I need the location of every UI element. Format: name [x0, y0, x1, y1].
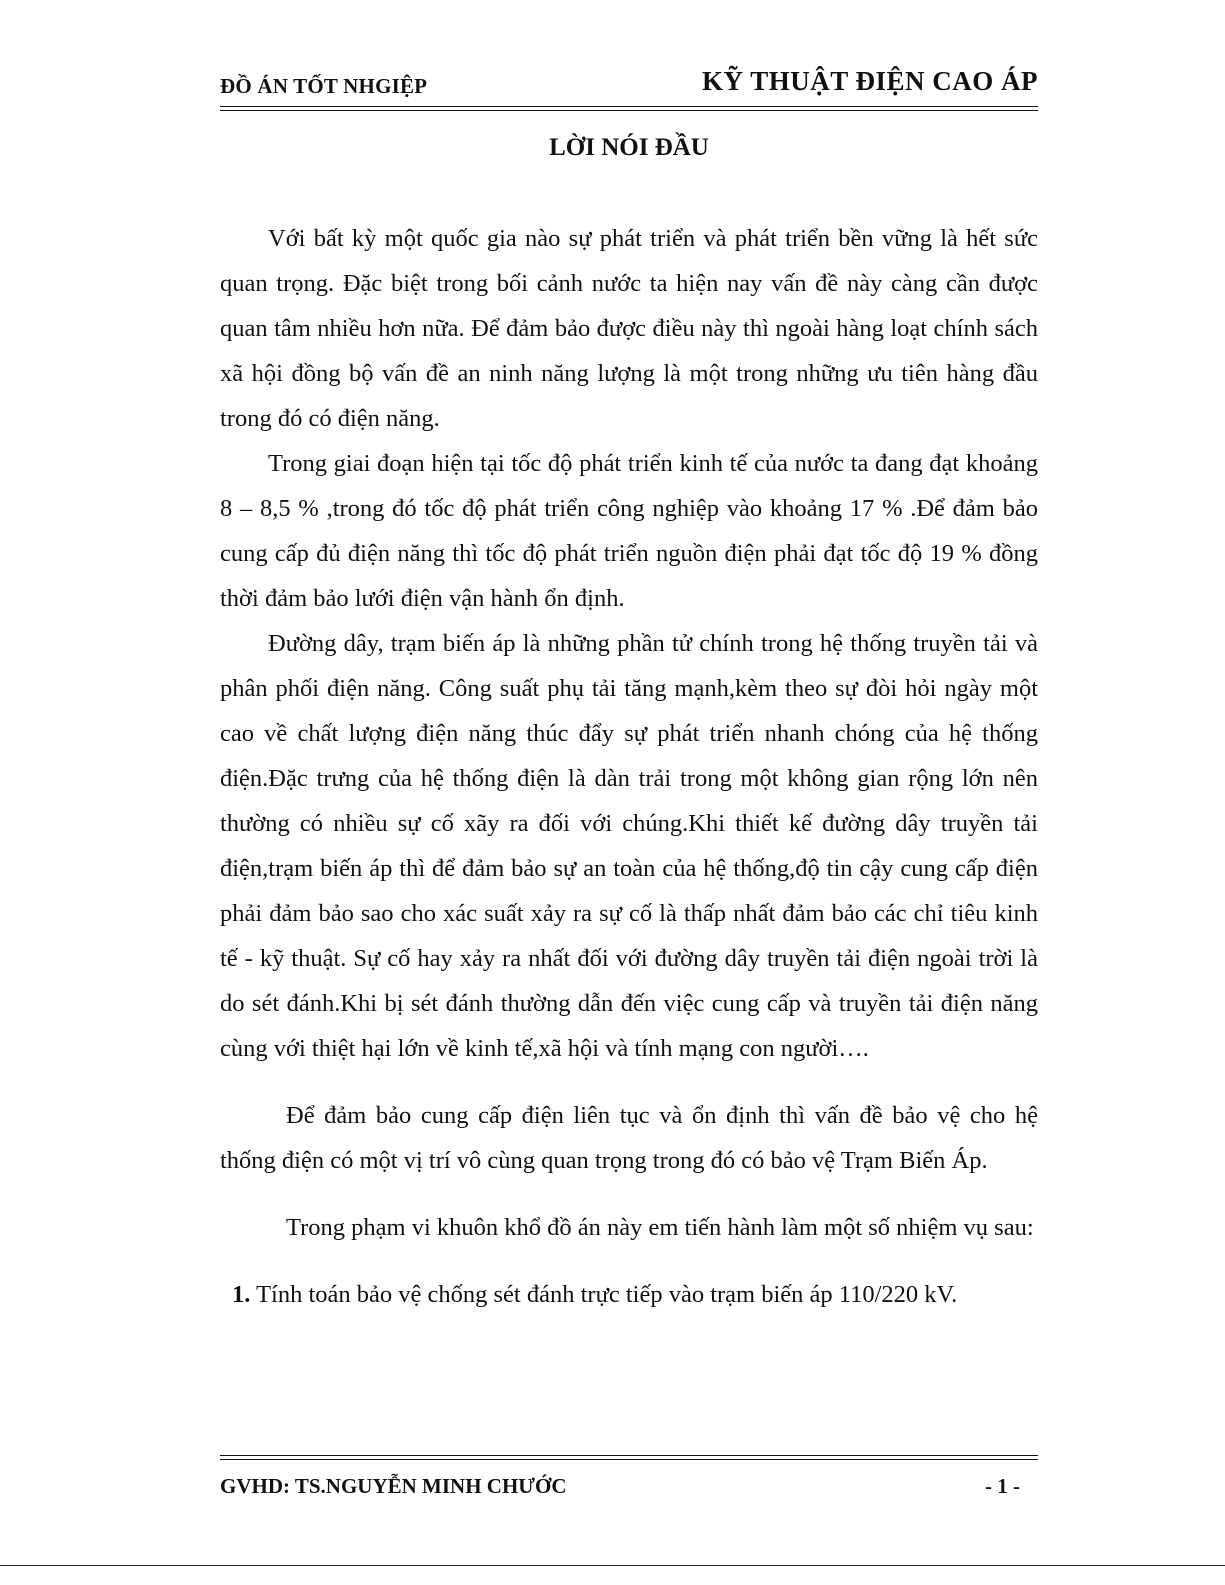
header-left-title: ĐỒ ÁN TỐT NHGIỆP	[220, 74, 428, 98]
header-right-title: KỸ THUẬT ĐIỆN CAO ÁP	[701, 66, 1038, 96]
paragraph: Với bất kỳ một quốc gia nào sự phát triển và phát triển bền vững là hết sức quan trọng. Đặc biệt trong bối cảnh nước ta hiện nay vấn đề này càng cần được quan tâm nhiều hơn nữa. Để đảm bảo được điều này thì ngoài hàng loạt chính sách xã hội đồng bộ vấn đề an ninh năng lượng là một trong những ưu tiên hàng đầu trong đó có điện năng.	[220, 225, 1038, 432]
document-body	[220, 216, 1038, 1317]
page-header	[220, 66, 1038, 102]
paragraph: Để đảm bảo cung cấp điện liên tục và ổn định thì vấn đề bảo vệ cho hệ thống điện có một vị trí vô cùng quan trọng trong đó có bảo vệ Trạm Biến Áp.	[220, 1102, 1038, 1174]
page-number: - 1 -	[985, 1474, 1020, 1498]
header-divider	[220, 106, 1038, 111]
page-edge-line	[0, 1565, 1225, 1566]
list-item: 1. Tính toán bảo vệ chống sét đánh trực tiếp vào trạm biến áp 110/220 kV.	[232, 1281, 958, 1308]
footer-supervisor: GVHD: TS.NGUYỄN MINH CHƯỚC	[220, 1474, 567, 1498]
list-item-text: Tính toán bảo vệ chống sét đánh trực tiếp vào trạm biến áp 110/220 kV.	[256, 1281, 958, 1308]
page-footer	[220, 1474, 1038, 1504]
list-item-number: 1	[232, 1281, 245, 1308]
paragraph: Đường dây, trạm biến áp là những phần tử chính trong hệ thống truyền tải và phân phối điện năng. Công suất phụ tải tăng mạnh,kèm theo sự đòi hỏi ngày một cao về chất lượng điện năng thúc đẩy sự phát triển nhanh chóng của hệ thống điện.Đặc trưng của hệ thống điện là dàn trải trong một không gian rộng lớn nên thường có nhiều sự cố xãy ra đối với chúng.Khi thiết kế đường dây truyền tải điện,trạm biến áp thì để đảm bảo sự an toàn của hệ thống,độ tin cậy cung cấp điện phải đảm bảo sao cho xác suất xảy ra sự cố là thấp nhất đảm bảo các chỉ tiêu kinh tế - kỹ thuật. Sự cố hay xảy ra nhất đối với đường dây truyền tải điện ngoài trời là do sét đánh.Khi bị sét đánh thường dẫn đến việc cung cấp và truyền tải điện năng cùng với thiệt hại lớn về kinh tế,xã hội và tính mạng con người….	[220, 630, 1038, 1062]
page-title: LỜI NÓI ĐẦU	[549, 134, 709, 161]
footer-divider	[220, 1455, 1038, 1460]
paragraph: Trong giai đoạn hiện tại tốc độ phát triển kinh tế của nước ta đang đạt khoảng 8 – 8,5 % ,trong đó tốc độ phát triển công nghiệp vào khoảng 17 % .Để đảm bảo cung cấp đủ điện năng thì tốc độ phát triển nguồn điện phải đạt tốc độ 19 % đồng thời đảm bảo lưới điện vận hành ổn định.	[220, 450, 1038, 612]
paragraph: Trong phạm vi khuôn khổ đồ án này em tiến hành làm một số nhiệm vụ sau:	[286, 1214, 1034, 1241]
